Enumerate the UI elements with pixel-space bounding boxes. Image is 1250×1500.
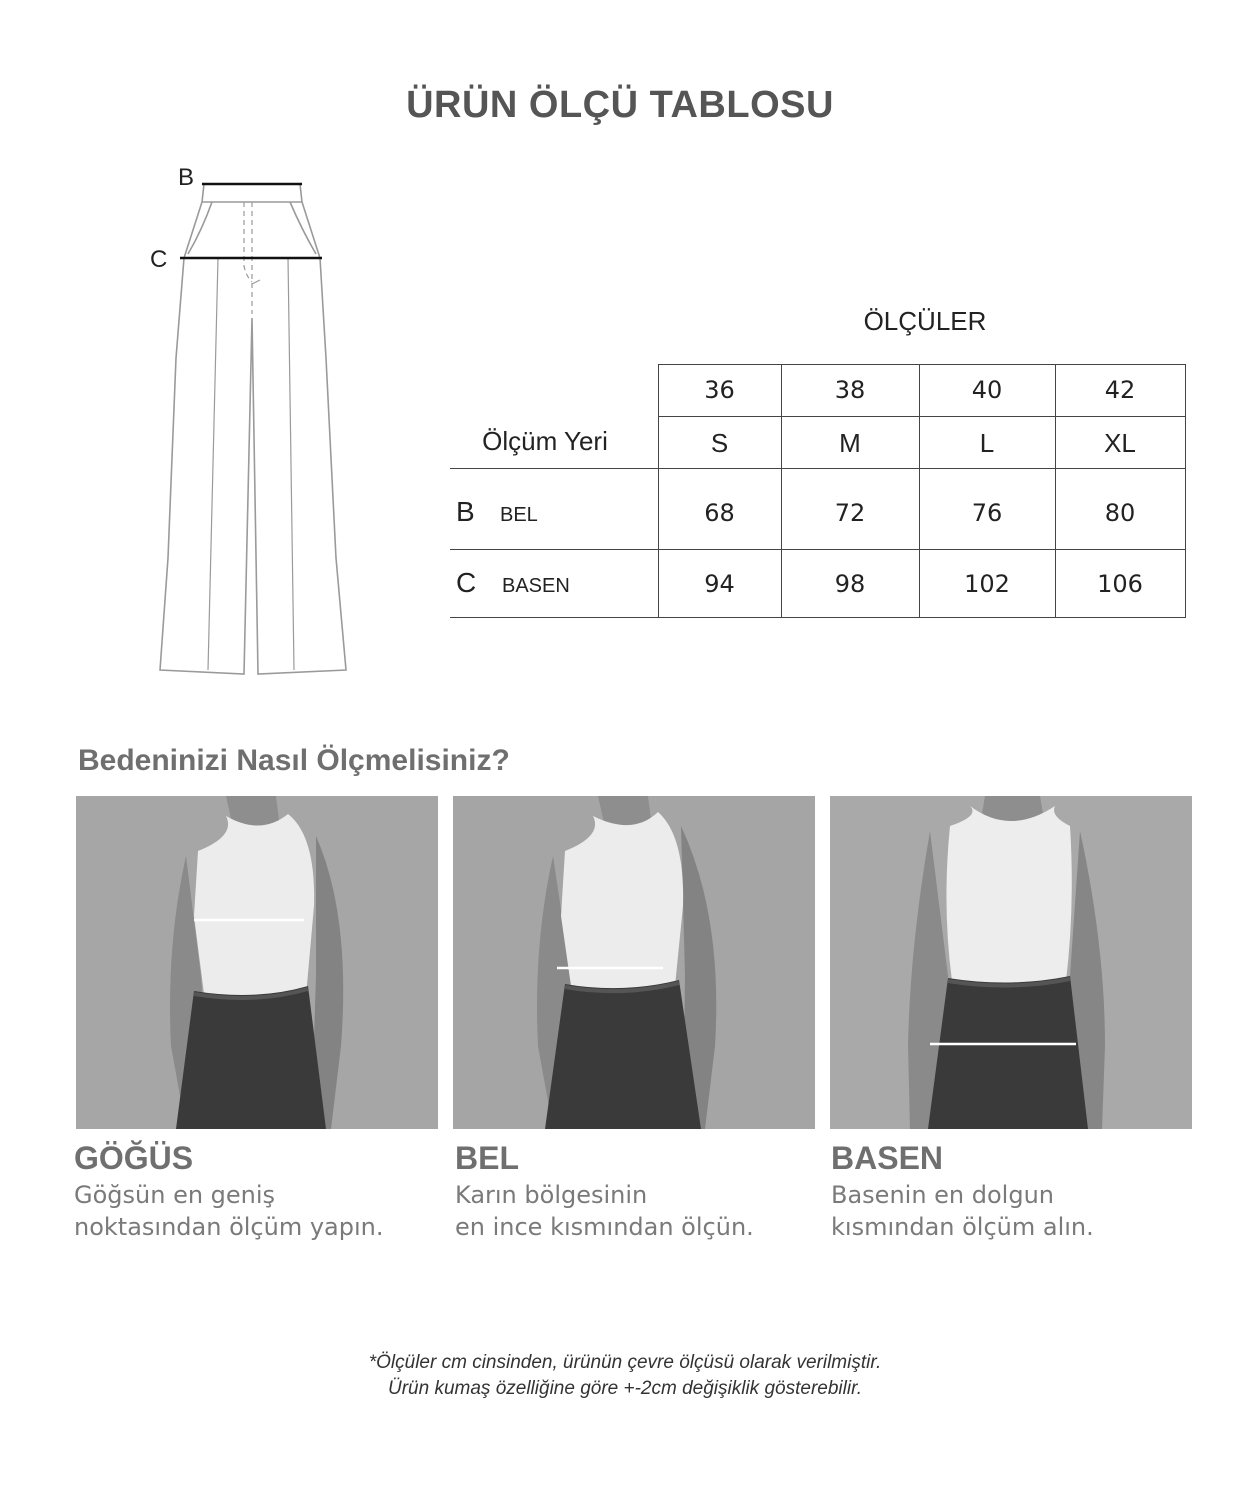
diagram-label-b: B bbox=[178, 164, 195, 191]
table-line bbox=[450, 617, 1186, 618]
table-cell: 68 bbox=[704, 499, 735, 527]
card-desc-line: noktasından ölçüm yapın. bbox=[74, 1213, 384, 1241]
footnote bbox=[0, 1350, 1250, 1402]
row-header-label: Ölçüm Yeri bbox=[482, 426, 608, 456]
card-desc-line: Karın bölgesinin bbox=[455, 1181, 648, 1209]
footnote-line: Ürün kumaş özelliğine göre +-2cm değişiklik gösterebilir. bbox=[388, 1378, 862, 1399]
size-letter: L bbox=[979, 428, 995, 458]
pants-diagram bbox=[140, 158, 360, 688]
table-cell: 80 bbox=[1104, 499, 1136, 527]
size-numeric: 40 bbox=[971, 376, 1003, 404]
pants-outline-icon bbox=[140, 158, 360, 688]
size-numeric: 42 bbox=[1104, 376, 1136, 404]
model-photo-hip bbox=[830, 796, 1192, 1129]
measure-heading: Bedeninizi Nasıl Ölçmelisiniz? bbox=[78, 744, 510, 777]
table-cell: 106 bbox=[1097, 570, 1143, 598]
table-cell: 94 bbox=[704, 570, 735, 598]
page-title: ÜRÜN ÖLÇÜ TABLOSU bbox=[406, 84, 834, 126]
card-desc-line: Göğsün en geniş bbox=[74, 1181, 276, 1209]
footnote-line: *Ölçüler cm cinsinden, ürünün çevre ölçüsü olarak verilmiştir. bbox=[368, 1352, 882, 1373]
card-title-hip: BASEN bbox=[831, 1140, 944, 1176]
card-title-chest: GÖĞÜS bbox=[74, 1140, 194, 1176]
size-numeric: 38 bbox=[834, 376, 866, 404]
card-title-waist: BEL bbox=[455, 1140, 519, 1176]
card-desc-line: en ince kısmından ölçün. bbox=[455, 1213, 754, 1241]
row-name: BEL bbox=[500, 504, 538, 526]
table-line bbox=[450, 468, 1186, 469]
table-cell: 102 bbox=[964, 570, 1010, 598]
diagram-label-c: C bbox=[150, 246, 168, 273]
card-desc-chest bbox=[74, 1179, 384, 1243]
table-cell: 76 bbox=[971, 499, 1003, 527]
row-code: C bbox=[456, 567, 477, 598]
model-photo-chest bbox=[76, 796, 438, 1129]
card-desc-line: Basenin en dolgun bbox=[831, 1181, 1055, 1209]
table-line bbox=[658, 364, 1186, 365]
table-caption: ÖLÇÜLER bbox=[863, 306, 987, 336]
size-letter: M bbox=[839, 428, 861, 458]
table-line bbox=[450, 549, 1186, 550]
card-desc-hip bbox=[831, 1179, 1094, 1243]
table-cell: 98 bbox=[834, 570, 866, 598]
size-numeric: 36 bbox=[704, 376, 735, 404]
row-code: B bbox=[456, 496, 475, 527]
row-name: BASEN bbox=[502, 575, 570, 597]
model-photo-waist bbox=[453, 796, 815, 1129]
table-line bbox=[658, 416, 1186, 417]
table-cell: 72 bbox=[834, 499, 866, 527]
size-letter: S bbox=[710, 428, 729, 458]
card-desc-line: kısmından ölçüm alın. bbox=[831, 1213, 1094, 1241]
table-line bbox=[1185, 364, 1186, 618]
card-desc-waist bbox=[455, 1179, 754, 1243]
size-letter: XL bbox=[1104, 428, 1136, 458]
size-table bbox=[450, 364, 1186, 620]
